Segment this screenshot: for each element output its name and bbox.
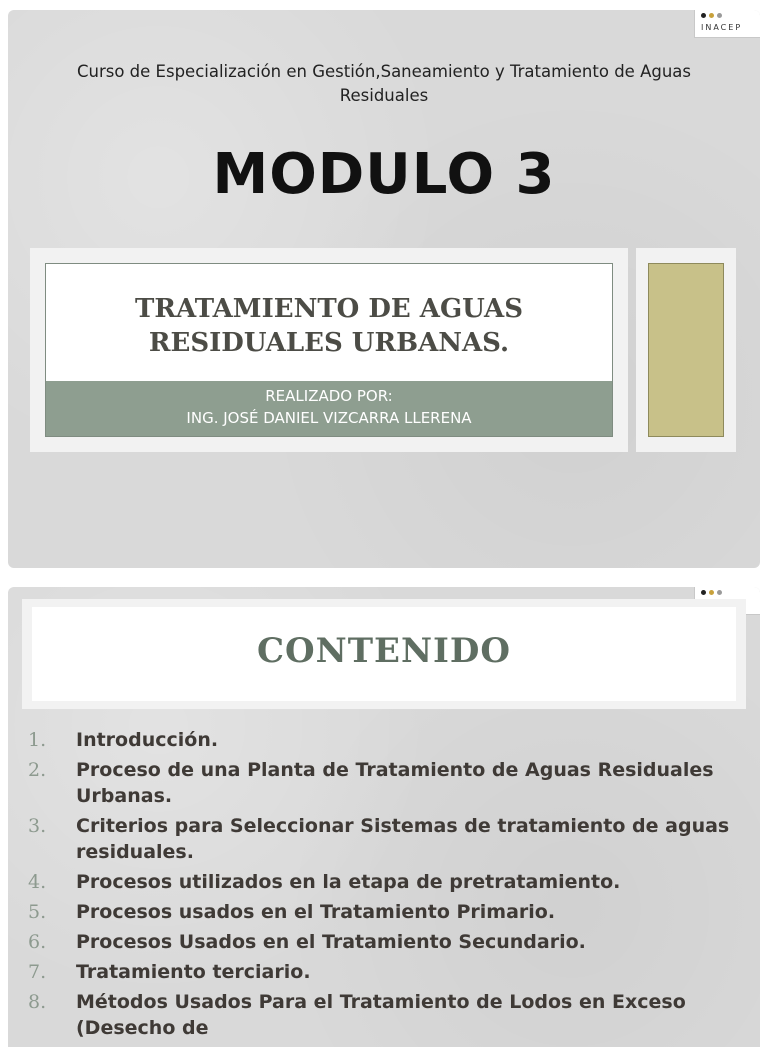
contents-item-number: 6.: [28, 931, 47, 953]
contents-item-text: Introducción.: [76, 729, 219, 751]
contents-item-number: 2.: [28, 759, 47, 781]
logo-dots: [701, 590, 722, 595]
contents-item-text: Procesos utilizados en la etapa de pretratamiento.: [76, 871, 621, 893]
contents-heading: CONTENIDO: [256, 631, 512, 671]
contents-item-number: 8.: [28, 991, 47, 1013]
contents-item-text: Tratamiento terciario.: [76, 961, 311, 983]
contents-item: [8, 959, 760, 985]
logo-dot-icon: [717, 13, 722, 18]
contents-item-text: Procesos usados en el Tratamiento Primario.: [76, 901, 556, 923]
presentation-title: [46, 292, 612, 360]
accent-box: [648, 263, 724, 437]
accent-panel: [636, 248, 736, 452]
contents-item: [8, 757, 760, 809]
contents-header-panel: [22, 599, 746, 709]
slide-contents: [8, 587, 760, 1047]
contents-item-number: 5.: [28, 901, 47, 923]
contents-item-text: Proceso de una Planta de Tratamiento de Aguas Residuales Urbanas.: [76, 759, 714, 807]
contents-item-number: 3.: [28, 815, 47, 837]
author-band: [46, 381, 612, 436]
logo-wordmark: INACEP: [701, 23, 743, 32]
logo-dots: [701, 13, 722, 18]
contents-list: [8, 727, 760, 1045]
contents-item-number: 1.: [28, 729, 47, 751]
contents-item: [8, 929, 760, 955]
contents-item: [8, 989, 760, 1041]
title-box: [45, 263, 613, 437]
contents-item: [8, 899, 760, 925]
author-label: REALIZADO POR:: [265, 387, 393, 405]
logo-dot-icon: [709, 13, 714, 18]
contents-item-text: Métodos Usados Para el Tratamiento de Lodos en Exceso (Desecho de: [76, 991, 686, 1039]
module-title: MODULO 3: [212, 142, 556, 207]
logo-dot-icon: [701, 590, 706, 595]
logo-dot-icon: [709, 590, 714, 595]
contents-item-text: Procesos Usados en el Tratamiento Secundario.: [76, 931, 586, 953]
contents-item-number: 4.: [28, 871, 47, 893]
title-line-1: TRATAMIENTO DE AGUAS: [135, 294, 523, 324]
contents-item: [8, 727, 760, 753]
contents-item-number: 7.: [28, 961, 47, 983]
contents-header-box: [32, 607, 736, 701]
logo-dot-icon: [701, 13, 706, 18]
contents-item: [8, 813, 760, 865]
title-panel: [30, 248, 628, 452]
contents-item-text: Criterios para Seleccionar Sistemas de tratamiento de aguas residuales.: [76, 815, 730, 863]
title-line-2: RESIDUALES URBANAS.: [148, 328, 510, 358]
logo-dot-icon: [717, 590, 722, 595]
course-name: Curso de Especialización en Gestión,Saneamiento y Tratamiento de Aguas Residuales: [76, 62, 691, 105]
author-name: ING. JOSÉ DANIEL VIZCARRA LLERENA: [186, 409, 472, 427]
contents-item: [8, 869, 760, 895]
inacep-logo: [694, 10, 760, 38]
slide-title: [8, 10, 760, 568]
